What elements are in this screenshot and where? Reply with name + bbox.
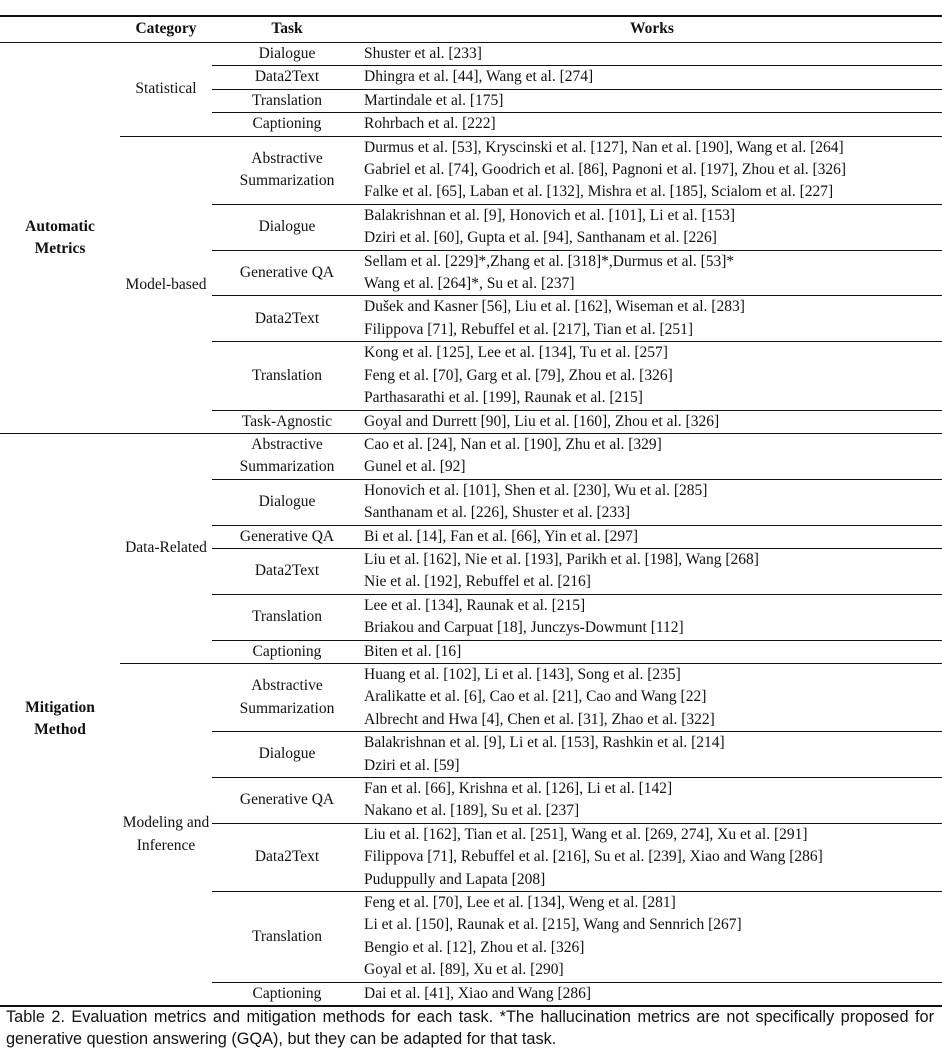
works-cell <box>362 594 942 640</box>
works-line: Dhingra et al. [44], Wang et al. [274] <box>364 68 594 86</box>
task-label: Data2Text <box>212 296 362 342</box>
works-line: Balakrishnan et al. [9], Li et al. [153], Rashkin et al. [214] <box>364 734 725 752</box>
table-caption: Table 2. Evaluation metrics and mitigation methods for each task. *The hallucination metrics are not specifically proposed for generative question answering (GQA), but they can be adapted for that task. <box>6 1008 934 1048</box>
task-label: Translation <box>212 594 362 640</box>
works-cell <box>362 640 942 663</box>
category-label: Modeling and Inference <box>120 663 212 1006</box>
task-label: Translation <box>212 342 362 410</box>
header-category: Category <box>135 19 197 37</box>
works-line: Filippova [71], Rebuffel et al. [216], Su et al. [239], Xiao and Wang [286] <box>364 848 823 866</box>
task-label: Data2Text <box>212 66 362 89</box>
works-line: Gunel et al. [92] <box>364 458 466 476</box>
works-line: Aralikatte et al. [6], Cao et al. [21], Cao and Wang [22] <box>364 688 707 706</box>
works-line: Parthasarathi et al. [199], Raunak et al. [215] <box>364 389 643 407</box>
works-cell <box>362 204 942 250</box>
task-label: Abstractive Summarization <box>212 663 362 731</box>
works-cell <box>362 410 942 433</box>
works-line: Feng et al. [70], Garg et al. [79], Zhou et al. [326] <box>364 366 673 384</box>
task-label: Generative QA <box>212 250 362 296</box>
works-line: Dziri et al. [59] <box>364 756 460 774</box>
works-line: Cao et al. [24], Nan et al. [190], Zhu et al. [329] <box>364 435 662 453</box>
works-line: Liu et al. [162], Tian et al. [251], Wang et al. [269, 274], Xu et al. [291] <box>364 825 808 843</box>
works-line: Fan et al. [66], Krishna et al. [126], Li et al. [142] <box>364 780 673 797</box>
works-line: Falke et al. [65], Laban et al. [132], Mishra et al. [185], Scialom et al. [227] <box>364 183 834 201</box>
works-line: Biten et al. [16] <box>364 642 462 660</box>
task-label: Captioning <box>212 640 362 663</box>
works-line: Santhanam et al. [226], Shuster et al. [233] <box>364 504 631 522</box>
works-line: Lee et al. [134], Raunak et al. [215] <box>364 596 586 614</box>
task-label: Translation <box>212 89 362 112</box>
works-line: Wang et al. [264]*, Su et al. [237] <box>364 275 575 293</box>
works-line: Bi et al. [14], Fan et al. [66], Yin et al. [297] <box>364 527 639 545</box>
works-line: Honovich et al. [101], Shen et al. [230], Wu et al. [285] <box>364 481 708 499</box>
task-label: Dialogue <box>258 45 316 62</box>
task-label: Captioning <box>212 982 362 1006</box>
task-label: Dialogue <box>212 204 362 250</box>
task-label: Dialogue <box>212 732 362 778</box>
works-line: Dai et al. [41], Xiao and Wang [286] <box>364 984 592 1002</box>
works-line: Li et al. [150], Raunak et al. [215], Wang and Sennrich [267] <box>364 916 742 934</box>
works-line: Albrecht and Hwa [4], Chen et al. [31], Zhao et al. [322] <box>364 710 715 728</box>
works-cell <box>362 342 942 410</box>
works-line: Gabriel et al. [74], Goodrich et al. [86], Pagnoni et al. [197], Zhou et al. [326] <box>364 161 847 179</box>
works-line: Goyal et al. [89], Xu et al. [290] <box>364 961 564 979</box>
section-label: Automatic Metrics <box>25 217 95 257</box>
category-label: Data-Related <box>120 433 212 663</box>
works-line: Sellam et al. [229]*,Zhang et al. [318]*,Durmus et al. [53]* <box>364 252 735 270</box>
works-line: Feng et al. [70], Lee et al. [134], Weng et al. [281] <box>364 894 676 912</box>
works-line: Nie et al. [192], Rebuffel et al. [216] <box>364 573 591 591</box>
works-cell <box>362 479 942 525</box>
works-cell <box>362 433 942 479</box>
works-line: Filippova [71], Rebuffel et al. [217], Tian et al. [251] <box>364 320 694 338</box>
works-cell <box>362 89 942 112</box>
table-row <box>0 663 942 731</box>
works-line: Puduppully and Lapata [208] <box>364 870 546 888</box>
works-line: Liu et al. [162], Nie et al. [193], Parikh et al. [198], Wang [268] <box>364 550 759 568</box>
task-label: Captioning <box>212 113 362 136</box>
category-label: Statistical <box>135 80 197 98</box>
works-line: Huang et al. [102], Li et al. [143], Song et al. [235] <box>364 665 681 683</box>
works-cell <box>362 823 942 891</box>
task-label: Data2Text <box>212 548 362 594</box>
works-cell <box>362 778 942 824</box>
task-label: Generative QA <box>212 778 362 824</box>
table-row <box>0 136 942 204</box>
works-line: Martindale et al. [175] <box>364 91 504 109</box>
task-label: Dialogue <box>212 479 362 525</box>
table-header-row <box>0 16 942 43</box>
task-label: Abstractive Summarization <box>212 136 362 204</box>
works-line: Durmus et al. [53], Kryscinski et al. [127], Nan et al. [190], Wang et al. [264] <box>364 138 844 156</box>
works-line: Briakou and Carpuat [18], Junczys-Dowmunt [112] <box>364 619 684 637</box>
works-line: Balakrishnan et al. [9], Honovich et al. [101], Li et al. [153] <box>364 206 736 224</box>
table-container <box>0 15 942 1007</box>
works-cell <box>362 892 942 983</box>
works-line: Dušek and Kasner [56], Liu et al. [162], Wiseman et al. [283] <box>364 298 745 316</box>
works-line: Bengio et al. [12], Zhou et al. [326] <box>364 938 585 956</box>
header-task: Task <box>271 19 303 37</box>
works-cell <box>362 982 942 1006</box>
works-cell <box>362 136 942 204</box>
works-cell <box>362 548 942 594</box>
task-label: Task-Agnostic <box>212 410 362 433</box>
works-cell <box>362 66 942 89</box>
works-cell <box>362 113 942 136</box>
works-cell <box>362 250 942 296</box>
table-row <box>0 43 942 66</box>
works-cell <box>362 525 942 548</box>
works-line: Goyal and Durrett [90], Liu et al. [160], Zhou et al. [326] <box>364 412 720 430</box>
works-cell <box>362 663 942 731</box>
category-label: Model-based <box>120 136 212 433</box>
task-label: Translation <box>212 892 362 983</box>
works-line: Shuster et al. [233] <box>364 45 482 62</box>
works-line: Kong et al. [125], Lee et al. [134], Tu et al. [257] <box>364 344 668 362</box>
works-cell <box>362 296 942 342</box>
header-works: Works <box>630 19 674 37</box>
task-label: Generative QA <box>212 525 362 548</box>
works-cell <box>362 732 942 778</box>
section-label: Mitigation Method <box>0 433 120 1006</box>
table-row <box>0 433 942 479</box>
works-cell <box>362 43 942 66</box>
header-section <box>0 16 120 43</box>
evaluation-table <box>0 15 942 1007</box>
task-label: Abstractive Summarization <box>212 433 362 479</box>
task-label: Data2Text <box>212 823 362 891</box>
works-line: Rohrbach et al. [222] <box>364 115 496 133</box>
works-line: Dziri et al. [60], Gupta et al. [94], Santhanam et al. [226] <box>364 229 717 247</box>
works-line: Nakano et al. [189], Su et al. [237] <box>364 802 580 820</box>
